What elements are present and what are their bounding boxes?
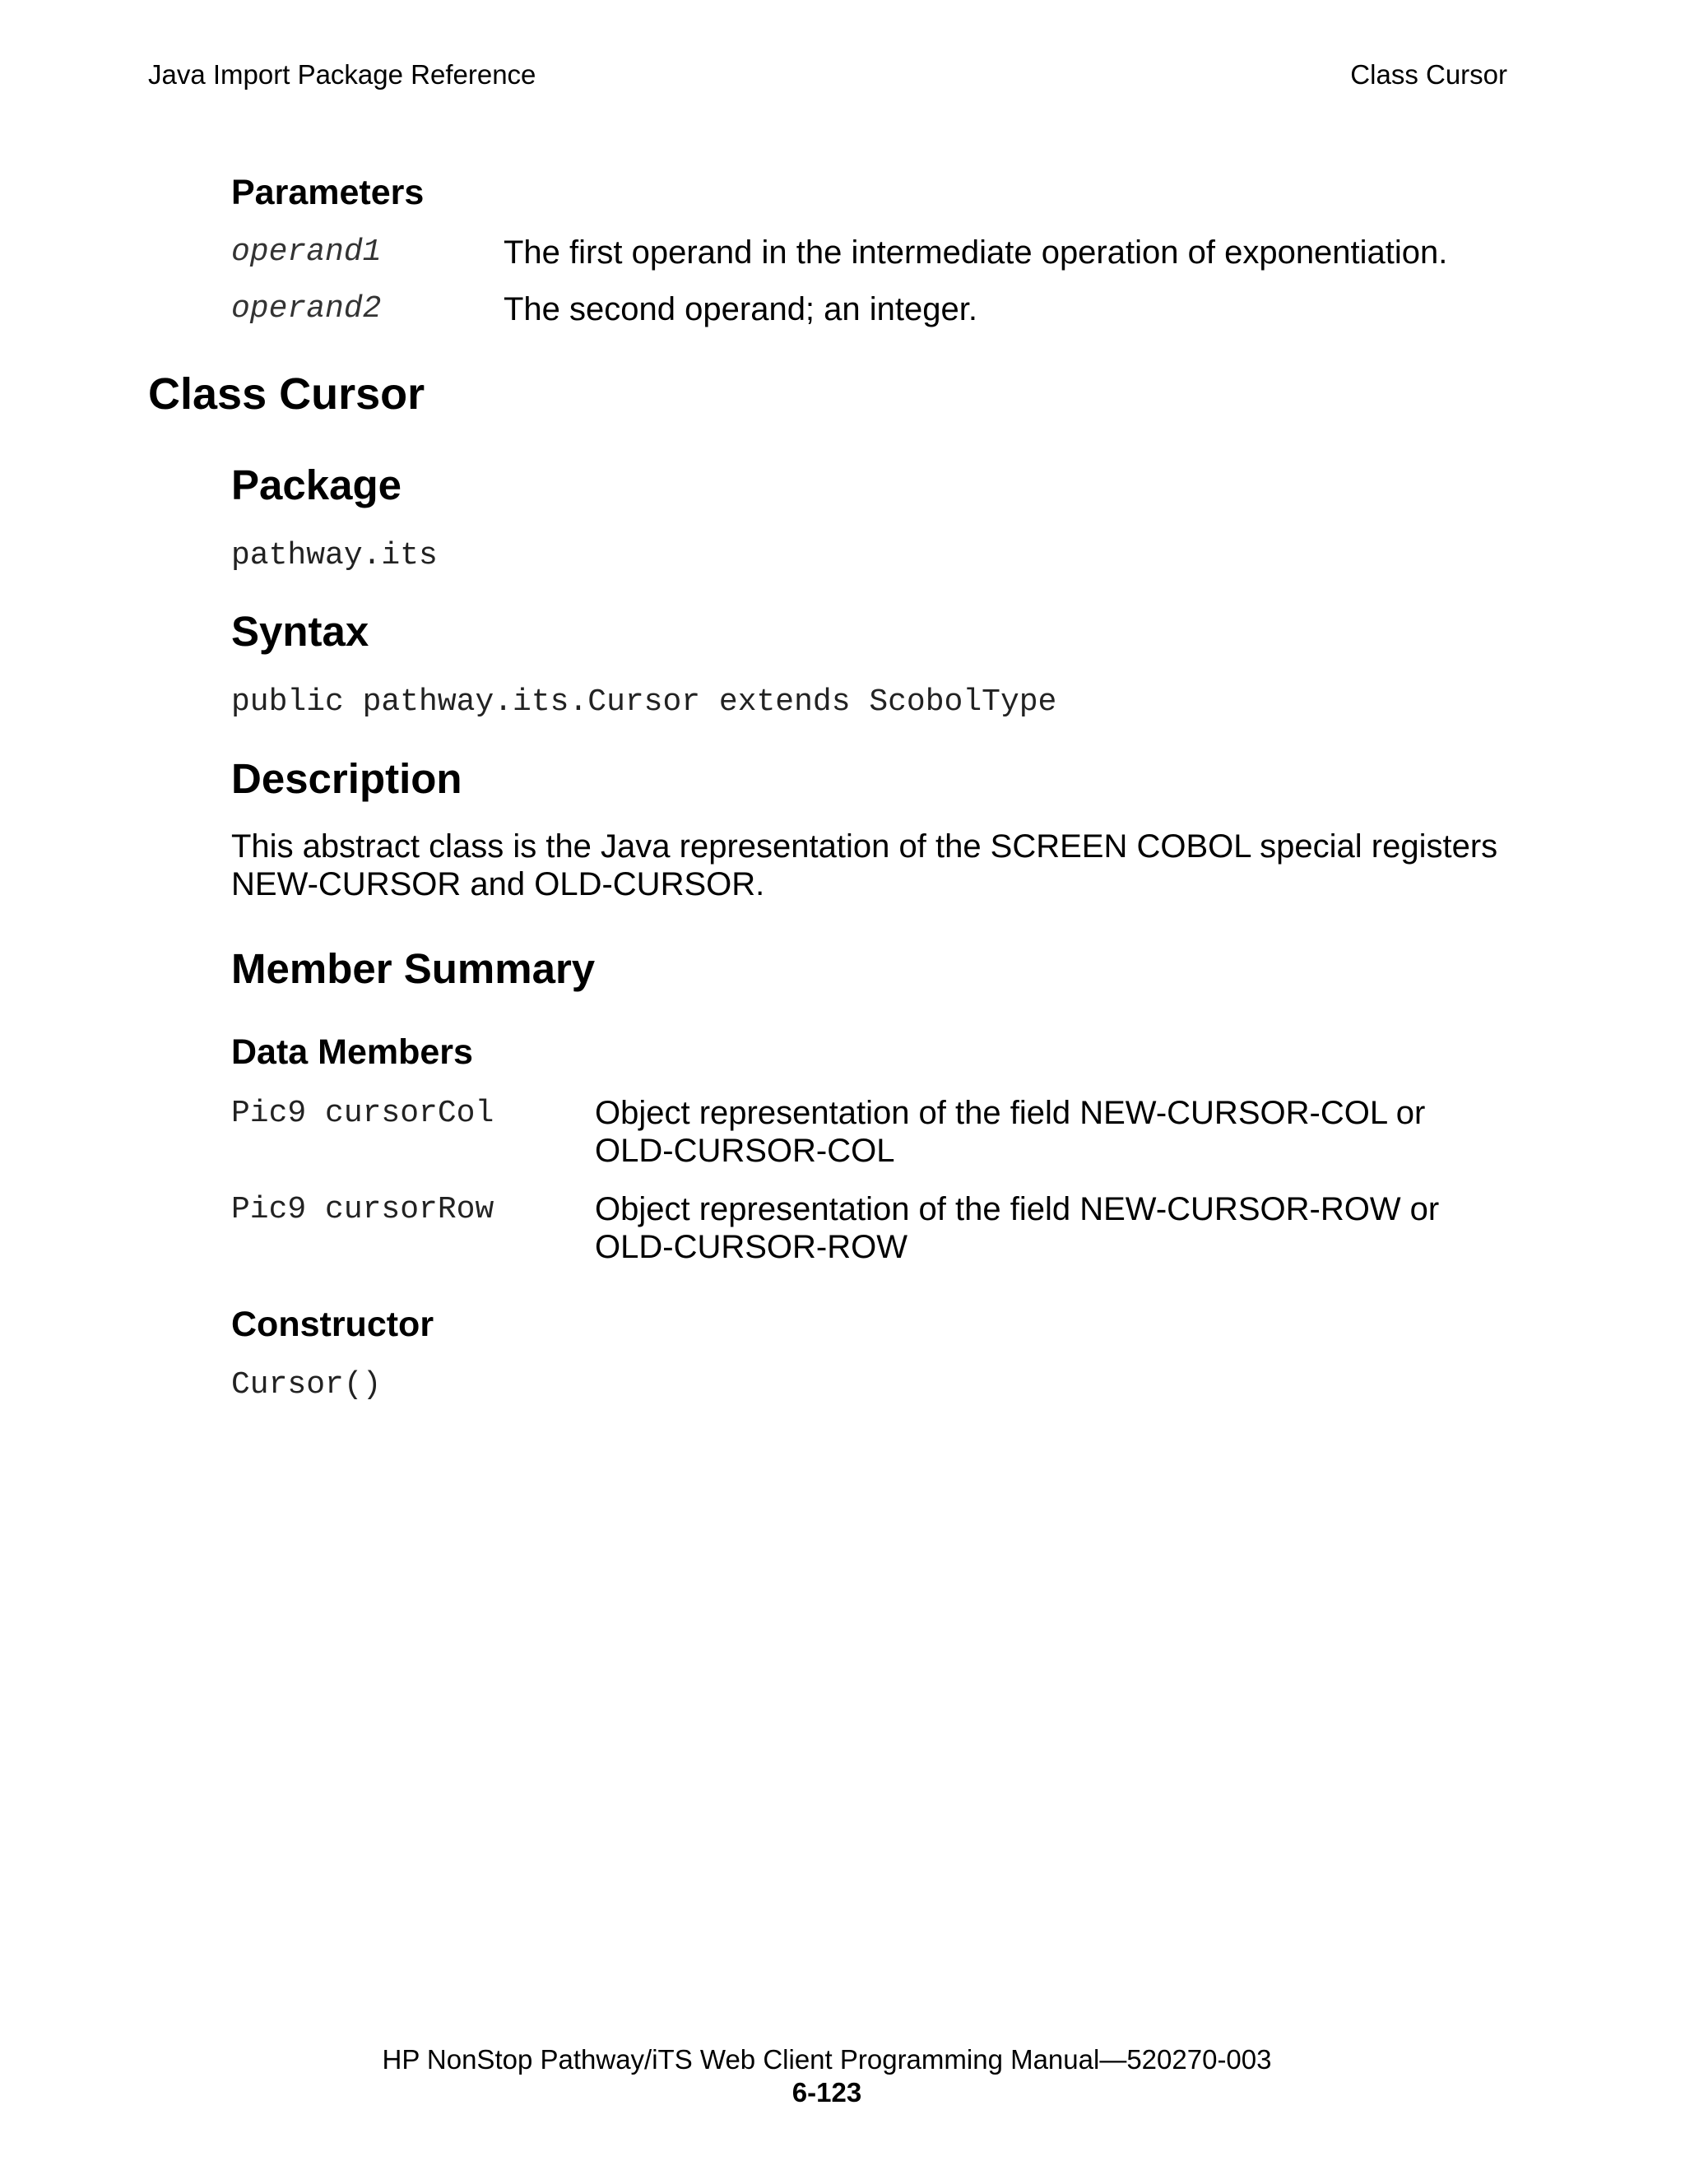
data-member-name: Pic9 cursorCol	[231, 1096, 494, 1131]
parameter-description: The second operand; an integer.	[504, 291, 977, 327]
parameter-row	[231, 291, 977, 328]
parameter-name: operand1	[231, 234, 382, 270]
data-member-description: Object representation of the field NEW-CURSOR-COL or OLD-CURSOR-COL	[595, 1095, 1426, 1169]
page-footer	[0, 2043, 1654, 2109]
description-heading: Description	[231, 755, 462, 802]
page-number: 6-123	[791, 2077, 862, 2107]
header-right: Class Cursor	[1350, 59, 1507, 90]
class-title: Class Cursor	[148, 369, 425, 419]
constructor-signature: Cursor()	[231, 1367, 382, 1403]
parameter-description: The first operand in the intermediate operation of exponentiation.	[504, 234, 1448, 271]
parameters-heading: Parameters	[231, 173, 425, 212]
data-member-name: Pic9 cursorRow	[231, 1192, 494, 1227]
header-left: Java Import Package Reference	[148, 59, 536, 90]
manual-title: HP NonStop Pathway/iTS Web Client Programming Manual—520270-003	[382, 2044, 1272, 2075]
data-member-row	[231, 1094, 1467, 1170]
member-summary-heading: Member Summary	[231, 945, 596, 992]
data-members-heading: Data Members	[231, 1032, 473, 1072]
syntax-heading: Syntax	[231, 608, 369, 655]
package-value: pathway.its	[231, 538, 438, 573]
data-member-description: Object representation of the field NEW-CURSOR-ROW or OLD-CURSOR-ROW	[595, 1191, 1440, 1265]
syntax-value: public pathway.its.Cursor extends ScobolType	[231, 684, 1057, 720]
parameter-row	[231, 234, 1447, 271]
constructor-heading: Constructor	[231, 1305, 434, 1344]
running-header	[148, 59, 1507, 90]
parameter-name: operand2	[231, 291, 382, 327]
package-heading: Package	[231, 461, 402, 508]
data-member-row	[231, 1190, 1467, 1266]
description-text: This abstract class is the Java representation of the SCREEN COBOL special registers NEW-CURSOR and OLD-CURSOR.	[231, 828, 1498, 902]
